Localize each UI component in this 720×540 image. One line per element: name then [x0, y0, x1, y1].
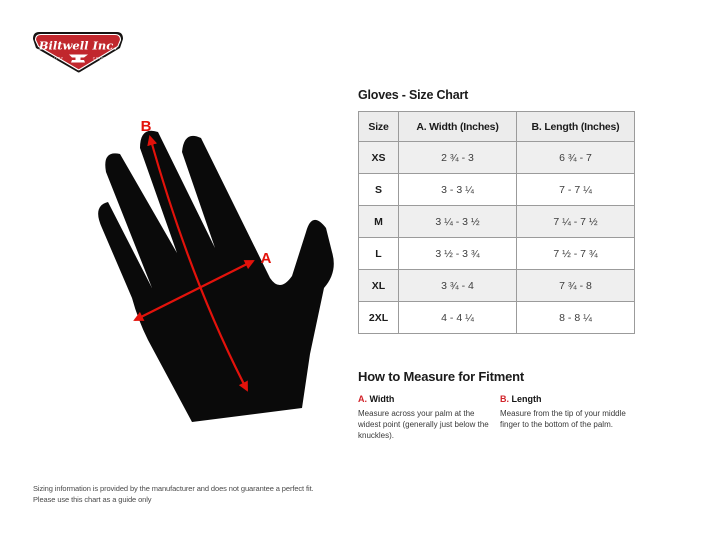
width-cell: 3 ½ - 3 ¾ [399, 238, 517, 270]
width-cell: 3 - 3 ¼ [399, 174, 517, 206]
biltwell-logo [32, 31, 124, 73]
instruction-key: B. [500, 394, 509, 404]
instruction-label [358, 394, 492, 404]
size-cell: XL [359, 270, 399, 302]
measure-instruction-width [358, 394, 492, 442]
table-row-m [359, 206, 635, 238]
column-header-length: B. Length (Inches) [517, 112, 635, 142]
size-cell: XS [359, 142, 399, 174]
width-label-a: A [260, 250, 272, 267]
instruction-name: Length [511, 394, 542, 404]
length-label-b: B [140, 118, 152, 135]
hand-silhouette [98, 131, 334, 422]
table-row-xs [359, 142, 635, 174]
length-cell: 6 ¾ - 7 [517, 142, 635, 174]
length-cell: 7 ¾ - 8 [517, 270, 635, 302]
width-cell: 4 - 4 ¼ [399, 302, 517, 334]
glove-size-table [358, 111, 635, 334]
column-header-width: A. Width (Inches) [399, 112, 517, 142]
instruction-text: Measure across your palm at the widest point (generally just below the knuckles). [358, 409, 489, 441]
instruction-label [500, 394, 640, 404]
logo-tagline-counts: COUNTS [92, 56, 112, 61]
instruction-text: Measure from the tip of your middle finger to the bottom of the palm. [500, 409, 626, 430]
table-row-s [359, 174, 635, 206]
size-cell: S [359, 174, 399, 206]
length-cell: 7 ¼ - 7 ½ [517, 206, 635, 238]
width-cell: 3 ¼ - 3 ½ [399, 206, 517, 238]
size-cell: L [359, 238, 399, 270]
table-row-xl [359, 270, 635, 302]
width-cell: 3 ¾ - 4 [399, 270, 517, 302]
length-cell: 7 - 7 ¼ [517, 174, 635, 206]
table-row-2xl [359, 302, 635, 334]
table-header-row [359, 112, 635, 142]
instruction-name: Width [369, 394, 395, 404]
sizing-disclaimer [33, 484, 314, 505]
instruction-key: A. [358, 394, 367, 404]
length-cell: 7 ½ - 7 ¾ [517, 238, 635, 270]
disclaimer-line-2: Please use this chart as a guide only [33, 494, 152, 504]
logo-tagline-quality: QUALITY [44, 56, 64, 61]
column-header-size: Size [359, 112, 399, 142]
logo-brand-text: Biltwell Inc. [38, 38, 118, 53]
size-chart-title: Gloves - Size Chart [358, 88, 469, 102]
disclaimer-line-1: Sizing information is provided by the manufacturer and does not guarantee a perfect fit. [33, 484, 314, 493]
how-to-measure-section [358, 369, 643, 442]
measure-instruction-length [500, 394, 640, 442]
length-cell: 8 - 8 ¼ [517, 302, 635, 334]
size-cell: M [359, 206, 399, 238]
width-cell: 2 ¾ - 3 [399, 142, 517, 174]
hand-measurement-diagram [80, 100, 340, 430]
how-to-measure-title: How to Measure for Fitment [358, 369, 524, 384]
size-cell: 2XL [359, 302, 399, 334]
table-row-l [359, 238, 635, 270]
